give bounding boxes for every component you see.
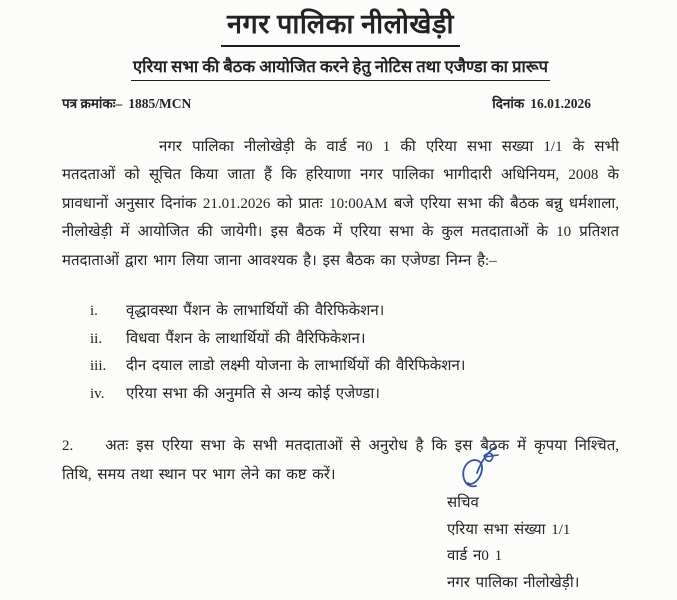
document-subtitle: एरिया सभा की बैठक आयोजित करने हेतु नोटिस तथा एजैण्डा का प्रारूप — [131, 56, 550, 81]
letter-number-value: 1885/MCN — [128, 95, 192, 111]
agenda-item — [62, 353, 619, 381]
agenda-list — [62, 298, 619, 408]
letter-number-label: पत्र क्रमांकः– — [62, 95, 123, 111]
agenda-item-text: वृद्धावस्था पैंशन के लाभार्थियों की वैरिफिकेशन। — [126, 303, 385, 320]
date-value: 16.01.2026 — [530, 95, 591, 111]
agenda-item-marker: ii. — [90, 330, 103, 347]
paragraph-text: अतः इस एरिया सभा के सभी मतदाताओं से अनुरोध है कि इस बैठक में कृपया निश्चित, तिथि, समय तथा स्थान पर भाग लेने का कष्ट करें। — [62, 438, 619, 483]
date-label: दिनांक — [492, 95, 525, 111]
letter-number — [62, 94, 197, 112]
agenda-item-text: विधवा पैंशन के लाथार्थियों की वैरिफिकेशन। — [126, 330, 366, 347]
signature-block — [447, 442, 579, 596]
signature-line-1: एरिया सभा संख्या 1/1 — [447, 521, 571, 538]
paragraph-number: 2. — [62, 438, 74, 455]
agenda-item — [62, 298, 619, 326]
signature-line-2: वार्ड न0 1 — [447, 548, 503, 564]
agenda-item-marker: i. — [90, 303, 98, 320]
agenda-item-marker: iv. — [90, 385, 105, 402]
agenda-item — [62, 381, 619, 409]
agenda-item — [62, 326, 619, 354]
handwritten-signature-icon — [453, 442, 505, 490]
document-date — [492, 94, 597, 112]
signatory-role: सचिव — [447, 495, 479, 511]
agenda-item-text: दीन दयाल लाडो लक्ष्मी योजना के लाभार्थियों की वैरिफिकेशन। — [126, 358, 466, 375]
signature-line-3: नगर पालिका नीलोखेड़ी। — [447, 574, 580, 591]
meta-row — [62, 94, 619, 112]
agenda-item-text: एरिया सभा की अनुमति से अन्य कोई एजेण्डा। — [126, 385, 380, 402]
agenda-item-marker: iii. — [90, 358, 107, 375]
document-title: नगर पालिका नीलोखेड़ी — [221, 8, 460, 47]
body-paragraph-1: नगर पालिका नीलोखेड़ी के वार्ड न0 1 की एरिया सभा सख्या 1/1 के सभी मतदताओं को सूचित किया जाता हैं कि हरियाणा नगर पालिका भागीदारी अधिनियम, 2008 के प्रावधानों अनुसार दिनांक 21.01.2026 को प्रातः 10:00AM बजे एरिया सभा की बैठक बन्नु धर्मशाला, नीलोखेड़ी में आयोजित की जायेगी। इस बैठक में एरिया सभा के कुल मतदाताओं के 10 प्रतिशत मतदाताओं द्वारा भाग लिया जाना आवश्यक है। इस बैठक का एजेण्डा निम्न है:– — [62, 138, 619, 269]
